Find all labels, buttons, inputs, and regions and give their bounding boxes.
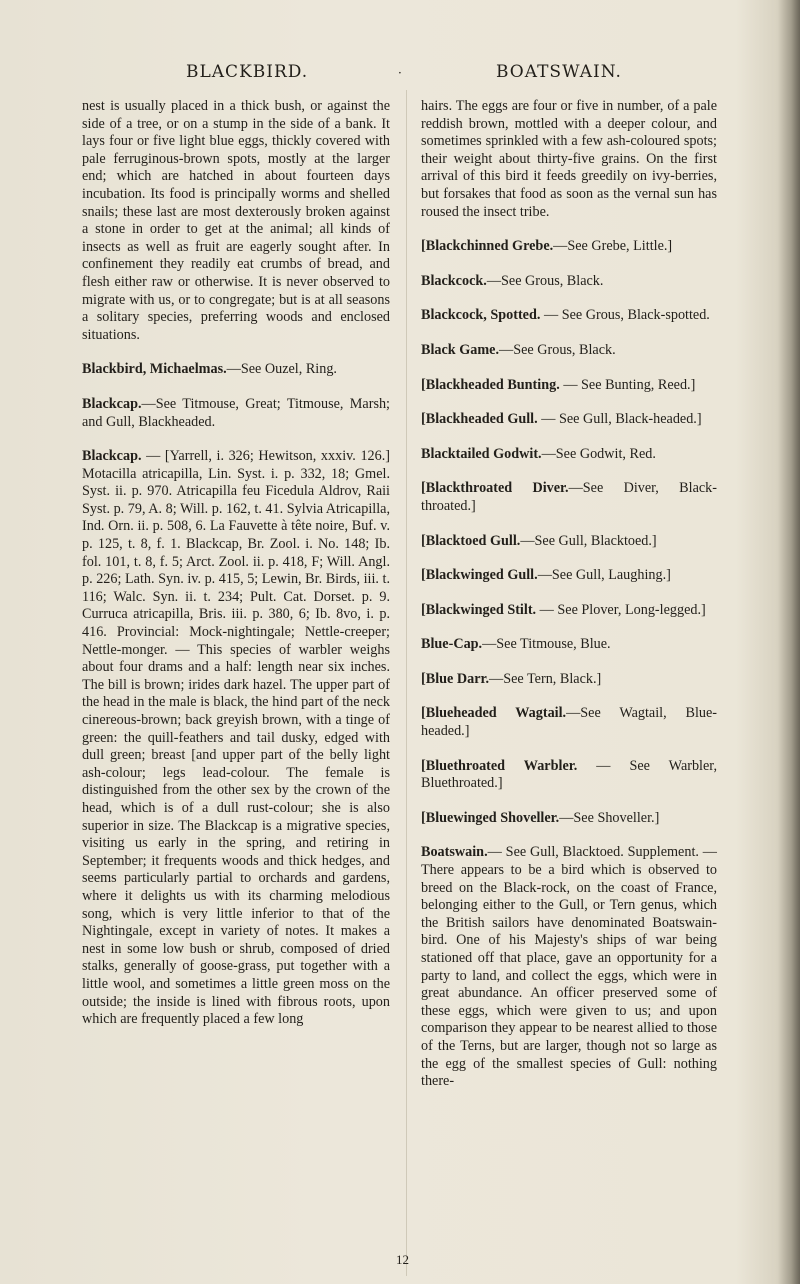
entry-head: [Blueheaded Wagtail. — [421, 705, 567, 722]
left-column — [82, 98, 390, 1029]
entry — [421, 377, 717, 395]
entry — [421, 567, 717, 585]
entry — [421, 238, 717, 256]
entry — [421, 844, 717, 1090]
entry-body: — See Bunting, Reed.] — [559, 376, 696, 393]
page-number: 12 — [396, 1252, 409, 1267]
entry — [421, 273, 717, 291]
entry-body: — See Gull, Blacktoed. Supplement. — There appears to be a bird which is observed to breed on the Black-rock, on the coast of France, belonging either to the Gull, or Tern genus, which the British sailors have denominated Boatswain-bird. One of his Majesty's ships of war being stationed off that place, gave an opportunity for a party to land, and collect the eggs, which were in great abundance. An officer preserved some of these eggs, which were given to us; and upon comparison they appear to be nearest allied to those of the Terns, but are larger, though not so large as the egg of the smallest species of Gull: nothing there- — [421, 844, 717, 1090]
entry — [421, 810, 717, 828]
entry-head: [Blue Darr. — [421, 670, 490, 687]
entry-head: Boatswain. — [421, 844, 488, 861]
entry — [82, 361, 390, 379]
right-column — [421, 98, 717, 1091]
entry — [421, 758, 717, 793]
header-right: BOATSWAIN. — [496, 62, 622, 82]
entry — [421, 705, 717, 740]
entry-head: [Blackthroated Diver. — [421, 480, 569, 497]
entry — [421, 307, 717, 325]
entry-head: [Blackchinned Grebe. — [421, 238, 554, 255]
entry-body: —See Shoveller.] — [559, 809, 660, 826]
entry — [421, 602, 717, 620]
entry-body: —See Grebe, Little.] — [553, 238, 673, 255]
paragraph: nest is usually placed in a thick bush, or against the side of a tree, or on a stump in the side of a bank. It lays four or five light blue eggs, thickly covered with pale ferruginous-brown spots, mostly at the larger end; which are hatched in about fourteen days incubation. Its food is principally worms and shelled snails; these last are most dexterously broken against a stone in order to get at the animal; all kinds of insects as well as fruit are eagerly sought after. In confinement they readily eat crumbs of bread, and flesh either raw or otherwise. It is never observed to migrate with us, or to congregate; but is at all seasons a solitary species, preferring woods and enclosed situations. — [82, 98, 390, 343]
entry-body: — [Yarrell, i. 326; Hewitson, xxxiv. 126.] Motacilla atricapilla, Lin. Syst. i. p. 332, 18; Gmel. Syst. ii. p. 970. Atricapilla feu Ficedula Aldrov, Raii Syst. p. 79, A. 8; Will. p. 162, t. 41. Sylvia Atricapilla, Ind. Orn. ii. p. 508, 6. La Fauvette à tête noire, Buf. v. p. 125, t. 8, f. 1. Blackcap, Br. Zool. i. No. 148; Ib. fol. 101, t. 8, f. 5; Arct. Zool. ii. p. 418, F; Will. Angl. p. 226; Lath. Syn. iv. p. 415, 5; Lewin, Br. Birds, iii. t. 116; Walc. Syn. ii. t. 234; Pult. Cat. Dorset. p. 9. Curruca atricapilla, Bris. iii. p. 380, 6; Ib. 8vo, i. p. 416. Provincial: Mock-nightingale; Nettle-creeper; Nettle-monger. — This species of warbler weighs about four drams and a half: length near six inches. The bill is brown; irides dark hazel. The upper part of the head in the male is black, the hind part of the neck cinereous-brown; back greyish brown, with a tinge of green: the quill-feathers and tail dusky, edged with dull green; breast [and upper part of the belly light ash-colour; legs lead-colour. The female is distinguished from the other sex by the crown of the head, which is of a dull rust-colour; she is also superior in size. The Blackcap is a migrative species, visiting us early in the spring, and retiring in September; it frequents woods and thick hedges, and seems particularly partial to orchards and gardens, where it delights us with its charming melodious song, which is very little inferior to that of the Nightingale, except in variety of notes. It makes a nest in some low bush or shrub, composed of dried stalks, generally of goose-grass, put together with a little wool, and sometimes a little green moss on the outside; the inside is lined with fibrous roots, upon which are frequently placed a few long — [82, 448, 390, 1028]
entry-body: —See Grous, Black. — [486, 272, 604, 289]
entry-body: — See Warbler, Bluethroated.] — [421, 757, 717, 792]
entry-head: [Blacktoed Gull. — [421, 532, 521, 549]
entry — [421, 411, 717, 429]
header-left: BLACKBIRD. — [186, 62, 309, 82]
entry-head: Blackcap. — [82, 448, 142, 465]
entry — [421, 446, 717, 464]
entry — [421, 636, 717, 654]
page-edge-shadow — [778, 0, 800, 1284]
entry-head: [Bluewinged Shoveller. — [421, 809, 560, 826]
entry-head: [Blackwinged Gull. — [421, 567, 538, 584]
entry-body: —See Gull, Blacktoed.] — [520, 532, 657, 549]
entry-head: Blackcap. — [82, 395, 142, 412]
entry-head: Blackcock, Spotted. — [421, 307, 541, 324]
entry-head: [Blackwinged Stilt. — [421, 601, 537, 618]
entry-body: — See Grous, Black-spotted. — [540, 307, 710, 324]
entry-body: —See Godwit, Red. — [541, 445, 656, 462]
entry-body: —See Grous, Black. — [499, 341, 616, 358]
entry-body: — See Plover, Long-legged.] — [536, 601, 706, 618]
entry-body: —See Wagtail, Blue-headed.] — [421, 705, 717, 740]
entry-body: —See Gull, Laughing.] — [537, 567, 671, 584]
entry-head: Blackcock. — [421, 272, 487, 289]
entry-head: Blacktailed Godwit. — [421, 445, 542, 462]
entry — [421, 342, 717, 360]
entry — [82, 448, 390, 1029]
entry-body: —See Diver, Black-throated.] — [421, 480, 717, 514]
entry-head: [Blackheaded Gull. — [421, 411, 538, 428]
header-mark: · — [398, 66, 402, 80]
paragraph: hairs. The eggs are four or five in number, of a pale reddish brown, mottled with a deeper colour, and sometimes sprinkled with a few ash-coloured spots; their weight about thirty-five grains. On the first arrival of this bird it feeds greedily on ivy-berries, but forsakes that food as soon as the vernal sun has roused the insect tribe. — [421, 98, 717, 220]
running-header — [0, 62, 800, 88]
entry — [421, 480, 717, 515]
entry-body: — See Gull, Black-headed.] — [537, 411, 702, 428]
entry-head: Blackbird, Michaelmas. — [82, 361, 227, 378]
entry-head: Blue-Cap. — [421, 636, 483, 653]
entry-head: [Blackheaded Bunting. — [421, 376, 560, 393]
entry-head: Black Game. — [421, 341, 500, 358]
entry-body: —See Ouzel, Ring. — [226, 361, 337, 378]
entry — [421, 533, 717, 551]
entry-head: [Bluethroated Warbler. — [421, 757, 578, 774]
entry — [82, 396, 390, 431]
entry-body: —See Tern, Black.] — [489, 670, 602, 687]
entry-body: —See Titmouse, Great; Titmouse, Marsh; and Gull, Blackheaded. — [82, 395, 390, 430]
entry — [421, 671, 717, 689]
entry-body: —See Titmouse, Blue. — [482, 636, 611, 653]
column-divider — [406, 90, 407, 1276]
